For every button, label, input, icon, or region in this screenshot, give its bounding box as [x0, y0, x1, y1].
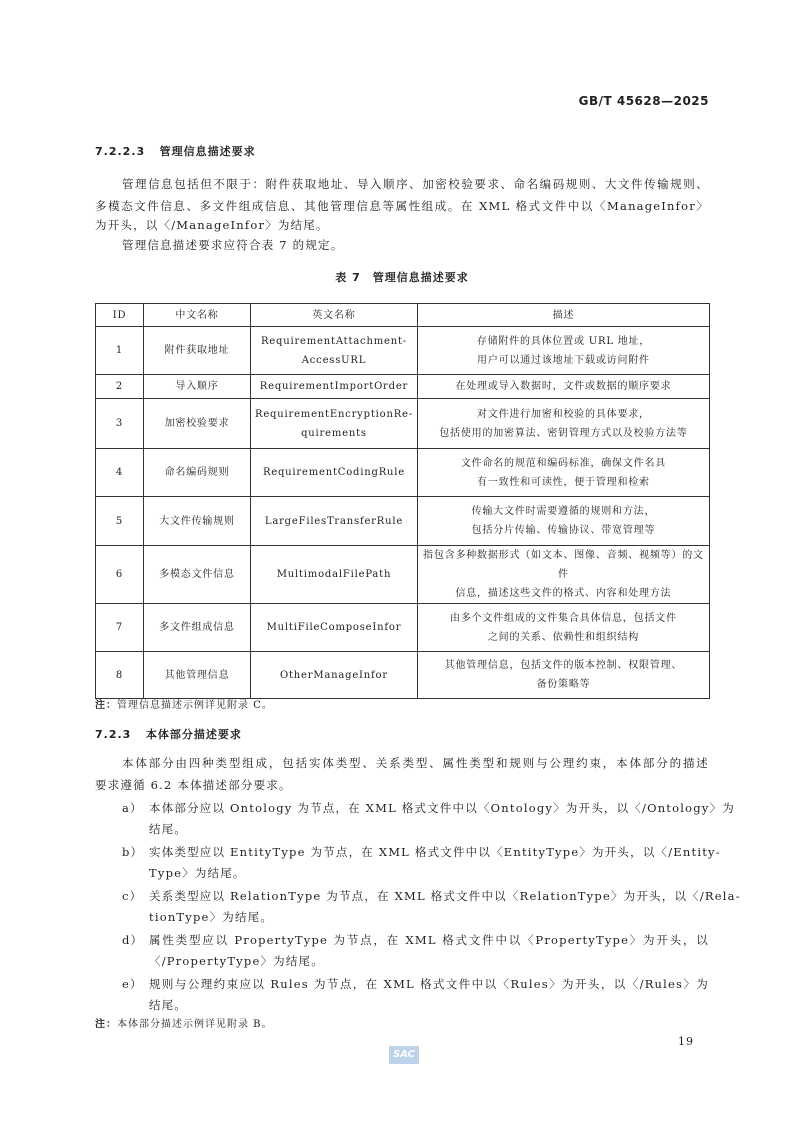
page-number: 19 — [678, 1035, 694, 1048]
cell-en-name-line: quirements — [301, 427, 367, 439]
cell-en-name — [251, 399, 418, 449]
table-row — [96, 375, 710, 399]
cell-cn-name: 多模态文件信息 — [144, 546, 251, 604]
cell-description-line: 存储附件的具体位置或 URL 地址， — [476, 335, 651, 347]
cell-description-line: 文件命名的规范和编码标准，确保文件名具 — [460, 457, 667, 469]
list-item-line: 属性类型应以 PropertyType 为节点，在 XML 格式文件中以〈PropertyType〉为开头，以 — [149, 933, 709, 947]
list-item-label: c） — [122, 889, 143, 903]
table-row — [96, 652, 710, 699]
list-item-line: 关系类型应以 RelationType 为节点，在 XML 格式文件中以〈RelationType〉为开头，以〈/Rela- — [149, 889, 741, 903]
section-heading-7223 — [95, 143, 256, 159]
list-item-line: 〈/PropertyType〉为结尾。 — [149, 954, 324, 968]
cell-description-line: 用户可以通过该地址下载或访问附件 — [477, 354, 650, 366]
cell-description-line: 之间的关系、依赖性和组织结构 — [487, 631, 640, 643]
cell-cn-name: 大文件传输规则 — [144, 497, 251, 546]
table-row — [96, 449, 710, 497]
cell-en-name — [251, 449, 418, 497]
cell-en-name-line: MultimodalFilePath — [276, 569, 392, 580]
cell-en-name — [251, 327, 418, 375]
cell-cn-name: 加密校验要求 — [144, 399, 251, 449]
table-row — [96, 604, 710, 652]
table-row — [96, 399, 710, 449]
table-row — [96, 546, 710, 604]
cell-description-line: 包括分片传输、传输协议、带宽管理等 — [471, 525, 656, 536]
cell-description-line: 对文件进行加密和校验的具体要求， — [477, 408, 650, 420]
cell-en-name — [251, 497, 418, 546]
cell-description-line: 备份策略等 — [536, 679, 591, 690]
section-number: 7.2.2.3 — [95, 145, 146, 158]
standard-number: GB/T 45628—2025 — [578, 94, 709, 108]
cell-id: 1 — [96, 327, 144, 375]
list-item-label: d） — [122, 933, 144, 947]
paragraph-line: 要求遵循 6.2 本体描述部分要求。 — [95, 778, 292, 792]
cell-en-name-line: OtherManageInfor — [279, 669, 388, 681]
cell-cn-name: 附件获取地址 — [144, 327, 251, 375]
cell-id: 5 — [96, 497, 144, 546]
list-item-line: 结尾。 — [149, 822, 188, 836]
list-item-line: 规则与公理约束应以 Rules 为节点，在 XML 格式文件中以〈Rules〉为开头，以〈/Rules〉为 — [149, 977, 709, 991]
note-text: 管理信息描述示例详见附录 C。 — [117, 700, 273, 711]
cell-en-name — [251, 652, 418, 699]
cell-description-line: 传输大文件时需要遵循的规则和方法， — [471, 506, 656, 517]
table-row — [96, 327, 710, 375]
list-item-line: 结尾。 — [149, 998, 188, 1012]
cell-en-name-line: RequirementImportOrder — [259, 381, 409, 392]
section-title: 管理信息描述要求 — [159, 145, 256, 158]
section-title: 本体部分描述要求 — [145, 728, 242, 741]
cell-en-name-line: AccessURL — [301, 354, 367, 366]
cell-id: 2 — [96, 375, 144, 399]
list-item-line: tionType〉为结尾。 — [149, 910, 274, 924]
management-info-table — [95, 303, 710, 699]
cell-description — [417, 449, 709, 497]
paragraph-line: 管理信息包括但不限于：附件获取地址、导入顺序、加密校验要求、命名编码规则、大文件传输规则、 — [122, 177, 709, 191]
note-label: 注： — [95, 1019, 117, 1030]
table-header-row — [96, 304, 710, 327]
header-en-name: 英文名称 — [251, 304, 418, 327]
cell-description — [417, 546, 709, 604]
header-cn-name: 中文名称 — [144, 304, 251, 327]
sac-logo: SAC — [389, 1046, 419, 1064]
cell-description-line: 信息，描述这些文件的格式、内容和处理方法 — [455, 588, 672, 599]
cell-cn-name: 其他管理信息 — [144, 652, 251, 699]
cell-en-name-line: RequirementCodingRule — [262, 467, 405, 478]
paragraph-line: 管理信息描述要求应符合表 7 的规定。 — [122, 238, 344, 252]
cell-cn-name: 多文件组成信息 — [144, 604, 251, 652]
paragraph-line: 本体部分由四种类型组成，包括实体类型、关系类型、属性类型和规则与公理约束，本体部分的描述 — [122, 756, 709, 770]
cell-en-name — [251, 546, 418, 604]
cell-description — [417, 497, 709, 546]
list-item-label: a） — [122, 801, 143, 815]
cell-en-name-line: MultiFileComposeInfor — [266, 622, 402, 633]
header-description: 描述 — [417, 304, 709, 327]
cell-id: 7 — [96, 604, 144, 652]
table-caption: 表 7 管理信息描述要求 — [335, 271, 469, 284]
cell-description-line: 包括使用的加密算法、密钥管理方式以及校验方法等 — [439, 427, 688, 439]
cell-id: 6 — [96, 546, 144, 604]
note-label: 注： — [95, 700, 117, 711]
cell-id: 8 — [96, 652, 144, 699]
list-item-label: b） — [122, 845, 144, 859]
cell-id: 4 — [96, 449, 144, 497]
list-item-line: Type〉为结尾。 — [149, 866, 246, 880]
cell-description-line: 由多个文件组成的文件集合具体信息，包括文件 — [450, 612, 677, 624]
cell-description — [417, 327, 709, 375]
cell-description — [417, 399, 709, 449]
paragraph-line: 为开头，以〈/ManageInfor〉为结尾。 — [95, 218, 329, 232]
cell-description — [417, 652, 709, 699]
cell-en-name — [251, 604, 418, 652]
header-id: ID — [96, 304, 144, 327]
cell-description — [417, 604, 709, 652]
cell-description-line: 其他管理信息，包括文件的版本控制、权限管理、 — [444, 660, 683, 671]
note-text: 本体部分描述示例详见附录 B。 — [117, 1019, 273, 1030]
cell-en-name-line: RequirementEncryptionRe- — [255, 408, 413, 420]
paragraph-line: 多模态文件信息、多文件组成信息、其他管理信息等属性组成。在 XML 格式文件中以〈ManageInfor〉 — [95, 199, 709, 213]
cell-id: 3 — [96, 399, 144, 449]
cell-description-line: 有一致性和可读性，便于管理和检索 — [477, 476, 650, 488]
cell-description-line: 指包含多种数据形式（如文本、图像、音频、视频等）的文件 — [423, 550, 704, 580]
table-row — [96, 497, 710, 546]
cell-description — [417, 375, 709, 399]
section-number: 7.2.3 — [95, 728, 132, 741]
list-item-line: 实体类型应以 EntityType 为节点，在 XML 格式文件中以〈EntityType〉为开头，以〈/Entity- — [149, 845, 721, 859]
section-note — [95, 1015, 273, 1030]
cell-en-name-line: LargeFilesTransferRule — [264, 515, 404, 527]
section-heading-723 — [95, 726, 242, 742]
cell-en-name — [251, 375, 418, 399]
list-item-label: e） — [122, 977, 143, 991]
cell-cn-name: 导入顺序 — [144, 375, 251, 399]
cell-en-name-line: RequirementAttachment- — [260, 335, 407, 347]
cell-description-line: 在处理或导入数据时，文件或数据的顺序要求 — [455, 381, 672, 392]
list-item-line: 本体部分应以 Ontology 为节点，在 XML 格式文件中以〈Ontology〉为开头，以〈/Ontology〉为 — [149, 801, 735, 815]
table-note — [95, 696, 273, 711]
cell-cn-name: 命名编码规则 — [144, 449, 251, 497]
